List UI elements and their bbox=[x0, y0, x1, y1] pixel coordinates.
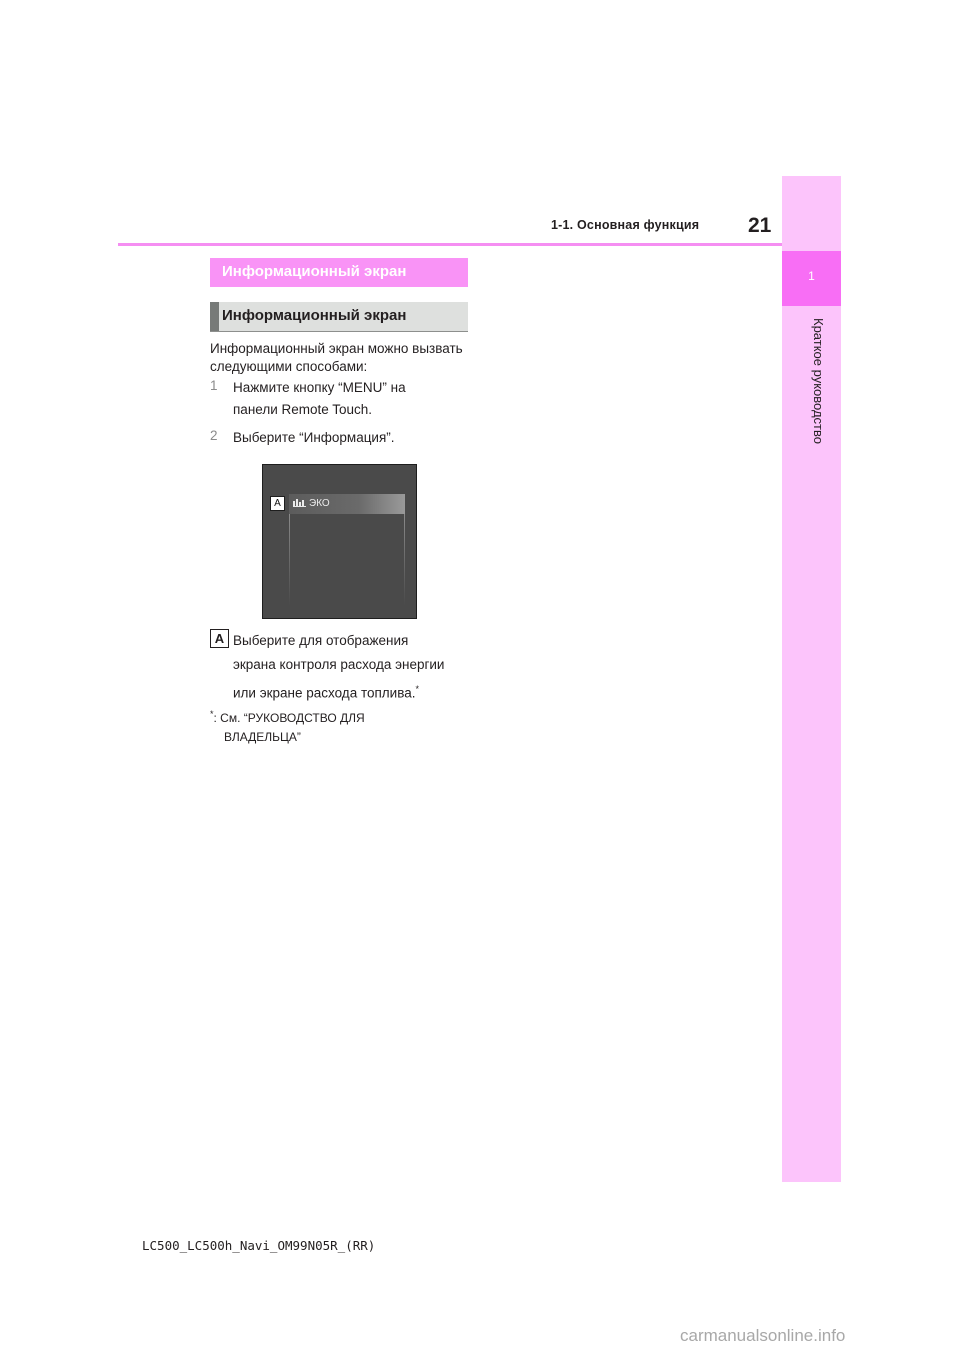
main-heading: Информационный экран bbox=[210, 258, 468, 287]
intro-paragraph: Информационный экран можно вызвать следующими способами: bbox=[210, 341, 463, 374]
page-number: 21 bbox=[748, 214, 772, 237]
footnote bbox=[210, 705, 470, 747]
bar-chart-icon bbox=[293, 497, 306, 510]
step-2 bbox=[210, 427, 218, 445]
callout-line-1: Выберите для отображения bbox=[233, 633, 409, 648]
header-rule bbox=[118, 243, 782, 246]
footnote-line-1-text: : См. “РУКОВОДСТВО ДЛЯ bbox=[213, 711, 365, 725]
eco-label: ЭКО bbox=[309, 498, 330, 509]
chapter-title: Краткое руководство bbox=[811, 318, 826, 444]
eco-menu-item[interactable] bbox=[289, 494, 405, 514]
footnote-line-2: ВЛАДЕЛЬЦА” bbox=[224, 730, 301, 744]
footnote-line-1 bbox=[210, 705, 470, 728]
sub-heading-text: Информационный экран bbox=[222, 307, 407, 324]
screen-callout-a: A bbox=[270, 496, 285, 511]
chapter-number: 1 bbox=[808, 269, 815, 283]
section-title: 1-1. Основная функция bbox=[551, 218, 700, 232]
callout-line-2: экрана контроля расхода энергии bbox=[233, 657, 445, 672]
sub-heading bbox=[210, 302, 468, 332]
callout-line-3-text: или экране расхода топлива. bbox=[233, 685, 416, 701]
footnote-star: * bbox=[210, 709, 214, 719]
step-1 bbox=[210, 377, 218, 395]
callout-a-label: A bbox=[210, 629, 229, 648]
step-number: 2 bbox=[210, 428, 218, 443]
step-2-line-1: Выберите “Информация”. bbox=[233, 430, 395, 445]
info-screen-illustration bbox=[262, 464, 417, 619]
step-number: 1 bbox=[210, 378, 218, 393]
screen-frame-right bbox=[404, 514, 405, 606]
watermark: carmanualsonline.info bbox=[680, 1326, 846, 1345]
step-1-line-1: Нажмите кнопку “MENU” на bbox=[233, 380, 406, 395]
callout-line-3 bbox=[233, 677, 473, 706]
footnote-mark: * bbox=[415, 684, 420, 694]
screen-frame-left bbox=[289, 514, 290, 606]
step-1-line-2: панели Remote Touch. bbox=[233, 402, 373, 417]
callout-description bbox=[233, 629, 473, 706]
document-code: LC500_LC500h_Navi_OM99N05R_(RR) bbox=[142, 1238, 376, 1253]
sub-heading-bar bbox=[210, 302, 219, 331]
